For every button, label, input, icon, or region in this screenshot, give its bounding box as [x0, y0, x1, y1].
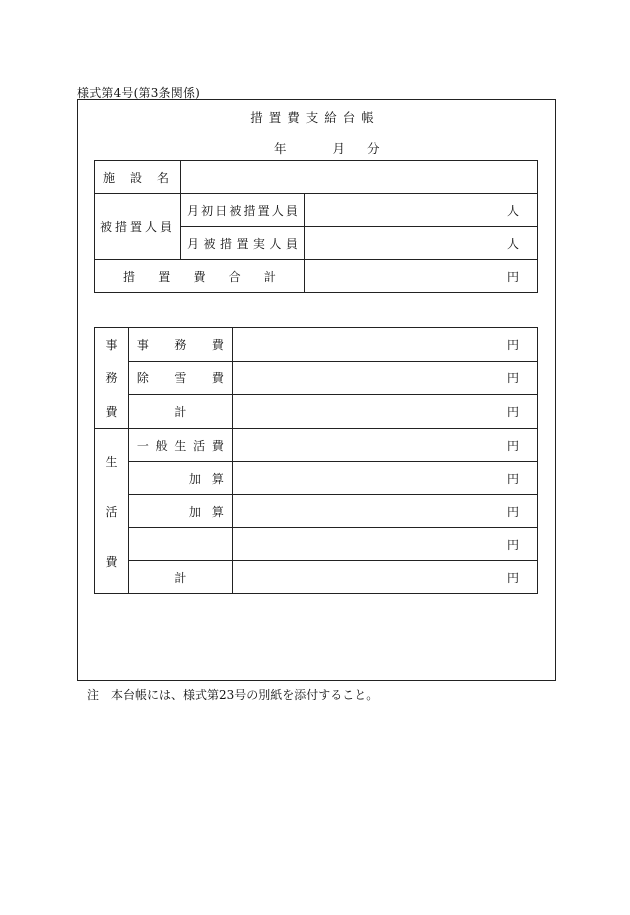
- table-row: [95, 260, 538, 293]
- table-row: [95, 495, 538, 528]
- period-line: [274, 139, 379, 157]
- table-row: [95, 361, 538, 395]
- form-number-label: 様式第4号(第3条関係): [77, 86, 201, 100]
- addition-label: 加 算: [128, 495, 232, 528]
- table-row: [95, 395, 538, 429]
- living-subtotal-label: 計: [128, 561, 232, 594]
- blank-item-label[interactable]: [128, 528, 232, 561]
- page-title: 措置費支給台帳: [250, 110, 380, 125]
- general-living-label: 一 般 生 活 費: [128, 429, 232, 462]
- actual-persons-field[interactable]: 人: [304, 227, 537, 260]
- facility-name-field[interactable]: [180, 161, 537, 194]
- persons-label: 被措置人員: [95, 194, 181, 260]
- table-row: [95, 161, 538, 194]
- office-subtotal-label: 計: [128, 395, 232, 429]
- first-day-persons-label: 月 初 日 被 措 置 人 員: [180, 194, 304, 227]
- office-expense-label: 事 務 費: [128, 328, 232, 362]
- snow-removal-field[interactable]: 円: [232, 361, 537, 395]
- month-label: 月: [332, 141, 345, 156]
- facility-name-label: 施 設 名: [95, 161, 181, 194]
- living-expense-group-label: 生 活 費: [95, 429, 129, 594]
- year-label: 年: [274, 141, 287, 156]
- total-label: 措 置 費 合 計: [95, 260, 305, 293]
- general-living-field[interactable]: 円: [232, 429, 537, 462]
- footnote: 注 本台帳には、様式第23号の別紙を添付すること。: [87, 688, 379, 702]
- table-row: [95, 328, 538, 362]
- snow-removal-label: 除 雪 費: [128, 361, 232, 395]
- table-row: [95, 462, 538, 495]
- office-subtotal-field[interactable]: 円: [232, 395, 537, 429]
- addition-field[interactable]: 円: [232, 495, 537, 528]
- facility-table: [94, 160, 538, 293]
- office-expense-field[interactable]: 円: [232, 328, 537, 362]
- table-row: [95, 528, 538, 561]
- expense-table: [94, 327, 538, 594]
- table-row: [95, 429, 538, 462]
- table-row: [95, 194, 538, 227]
- blank-item-field[interactable]: 円: [232, 528, 537, 561]
- first-day-persons-field[interactable]: 人: [304, 194, 537, 227]
- addition-label: 加 算: [128, 462, 232, 495]
- part-label: 分: [366, 141, 380, 156]
- living-subtotal-field[interactable]: 円: [232, 561, 537, 594]
- actual-persons-label: 月 被 措 置 実 人 員: [180, 227, 304, 260]
- table-row: [95, 561, 538, 594]
- office-expense-group-label: 事 務 費: [95, 328, 129, 429]
- total-field[interactable]: 円: [304, 260, 537, 293]
- addition-field[interactable]: 円: [232, 462, 537, 495]
